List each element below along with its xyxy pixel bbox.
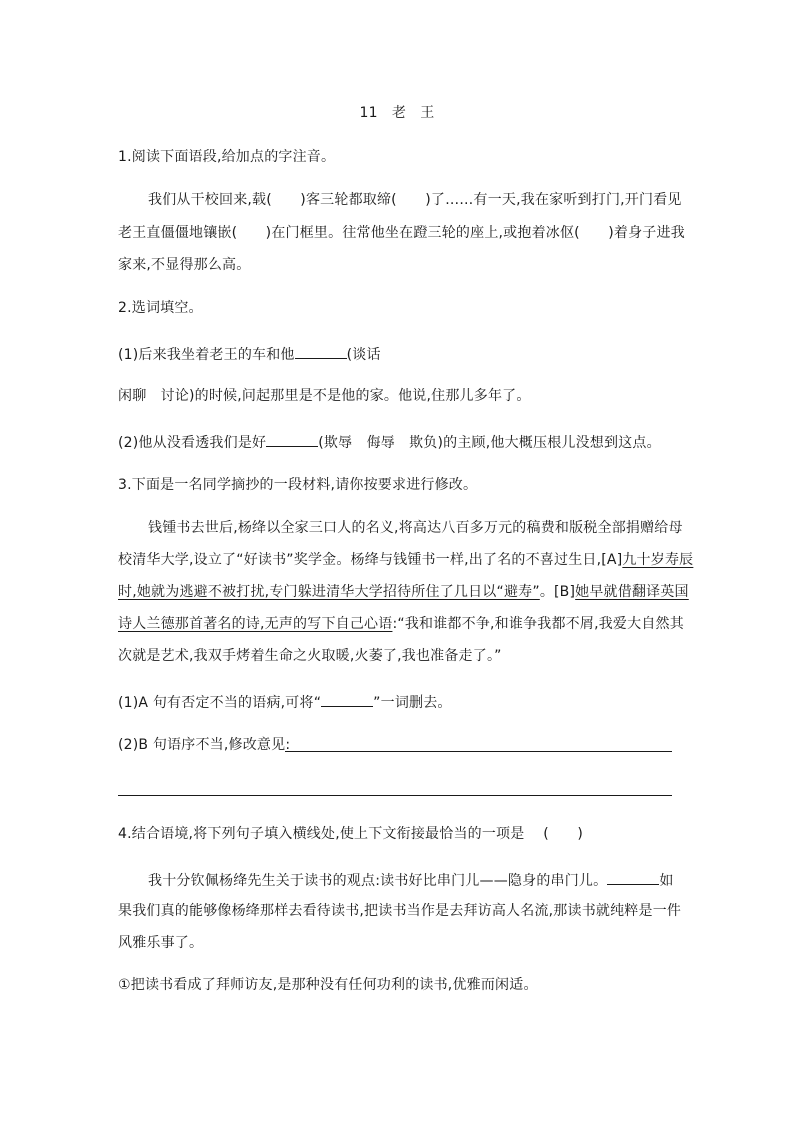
q3-sentence-a-start: 九十岁寿辰: [622, 552, 694, 568]
lesson-title: 11 老 王: [359, 105, 435, 121]
q3-item-2-answer-line-1[interactable]: [285, 751, 672, 752]
q3-item-2: (2)B 句语序不当,修改意见:: [118, 737, 291, 753]
q1-line-3: 家来,不显得那么高。: [118, 257, 251, 273]
q2-item-1-line-2: 闲聊 讨论)的时候,问起那里是不是他的家。他说,住那儿多年了。: [118, 388, 531, 404]
q3-item-1: [118, 692, 452, 712]
q1-stem: 1.阅读下面语段,给加点的字注音。: [118, 149, 336, 165]
q4-passage-text-a: 我十分钦佩杨绛先生关于读书的观点:读书好比串门儿——隐身的串门儿。: [148, 873, 608, 889]
q1-line-1: 我们从干校回来,载( )客三轮都取缔( )了……有一天,我在家听到打门,开门看见: [148, 192, 682, 208]
q3-item-2-answer-line-2[interactable]: [118, 795, 672, 796]
q2-item-2-blank[interactable]: [266, 432, 318, 447]
q3-sentence-b: 诗人兰德那首著名的诗,无声的写下自己心语: [118, 616, 393, 632]
q4-stem: 4.结合语境,将下列句子填入横线处,使上下文衔接最恰当的一项是 ( ): [118, 826, 584, 842]
q2-item-2-text-a: (2)他从没看透我们是好: [118, 435, 267, 451]
q1-line-2: 老王直僵僵地镶嵌( )在门框里。往常他坐在蹬三轮的座上,或抱着冰伛( )着身子进我: [118, 225, 685, 241]
q2-item-2-text-b: (欺辱 侮辱 欺负)的主顾,他大概压根儿没想到这点。: [318, 435, 661, 451]
q3-passage-line-4: [118, 615, 684, 633]
q4-passage-line-3: 风雅乐事了。: [118, 935, 204, 951]
q4-fill-blank[interactable]: [607, 870, 659, 885]
q3-marker-b: 。[B]: [539, 584, 576, 600]
q3-passage-line-2: [118, 551, 693, 569]
q3-stem: 3.下面是一名同学摘抄的一段材料,请你按要求进行修改。: [118, 477, 478, 493]
q3-passage-line-2-plain: 校清华大学,设立了“好读书”奖学金。杨绛与钱锺书一样,出了名的不喜过生日,[A]: [118, 552, 623, 568]
q2-stem: 2.选词填空。: [118, 300, 203, 316]
q2-item-1-blank[interactable]: [295, 344, 347, 359]
q2-item-2: [118, 432, 661, 452]
q2-item-1-text-a: (1)后来我坐着老王的车和他: [118, 347, 295, 363]
q3-quote-start: :“我和谁都不争,和谁争我都不屑,我爱大自然其: [392, 616, 684, 632]
q3-passage-line-1: 钱锺书去世后,杨绛以全家三口人的名义,将高达八百多万元的稿费和版税全部捐赠给母: [148, 520, 683, 536]
q4-passage-line-1: [148, 870, 674, 890]
q3-sentence-b-start: 她早就借翻译英国: [575, 584, 689, 600]
q3-item-1-text-a: (1)A 句有否定不当的语病,可将“: [118, 695, 322, 711]
q3-item-1-text-b: ”一词删去。: [373, 695, 452, 711]
q4-passage-text-b: 如: [659, 873, 674, 889]
q2-item-1-text-b: (谈话: [346, 347, 381, 363]
q2-item-1-line-1: [118, 344, 381, 364]
q3-passage-line-3: [118, 583, 689, 601]
q4-passage-line-2: 果我们真的能够像杨绛那样去看待读书,把读书当作是去拜访高人名流,那读书就纯粹是一件: [118, 903, 682, 919]
q3-passage-line-5: 次就是艺术,我双手烤着生命之火取暖,火萎了,我也准备走了。”: [118, 648, 502, 664]
q3-item-1-blank[interactable]: [321, 692, 373, 707]
q4-option-1: ①把读书看成了拜师访友,是那种没有任何功利的读书,优雅而闲适。: [118, 977, 538, 993]
q3-sentence-a: 时,她就为逃避不被打扰,专门躲进清华大学招待所住了几日以“避寿”: [118, 584, 540, 600]
